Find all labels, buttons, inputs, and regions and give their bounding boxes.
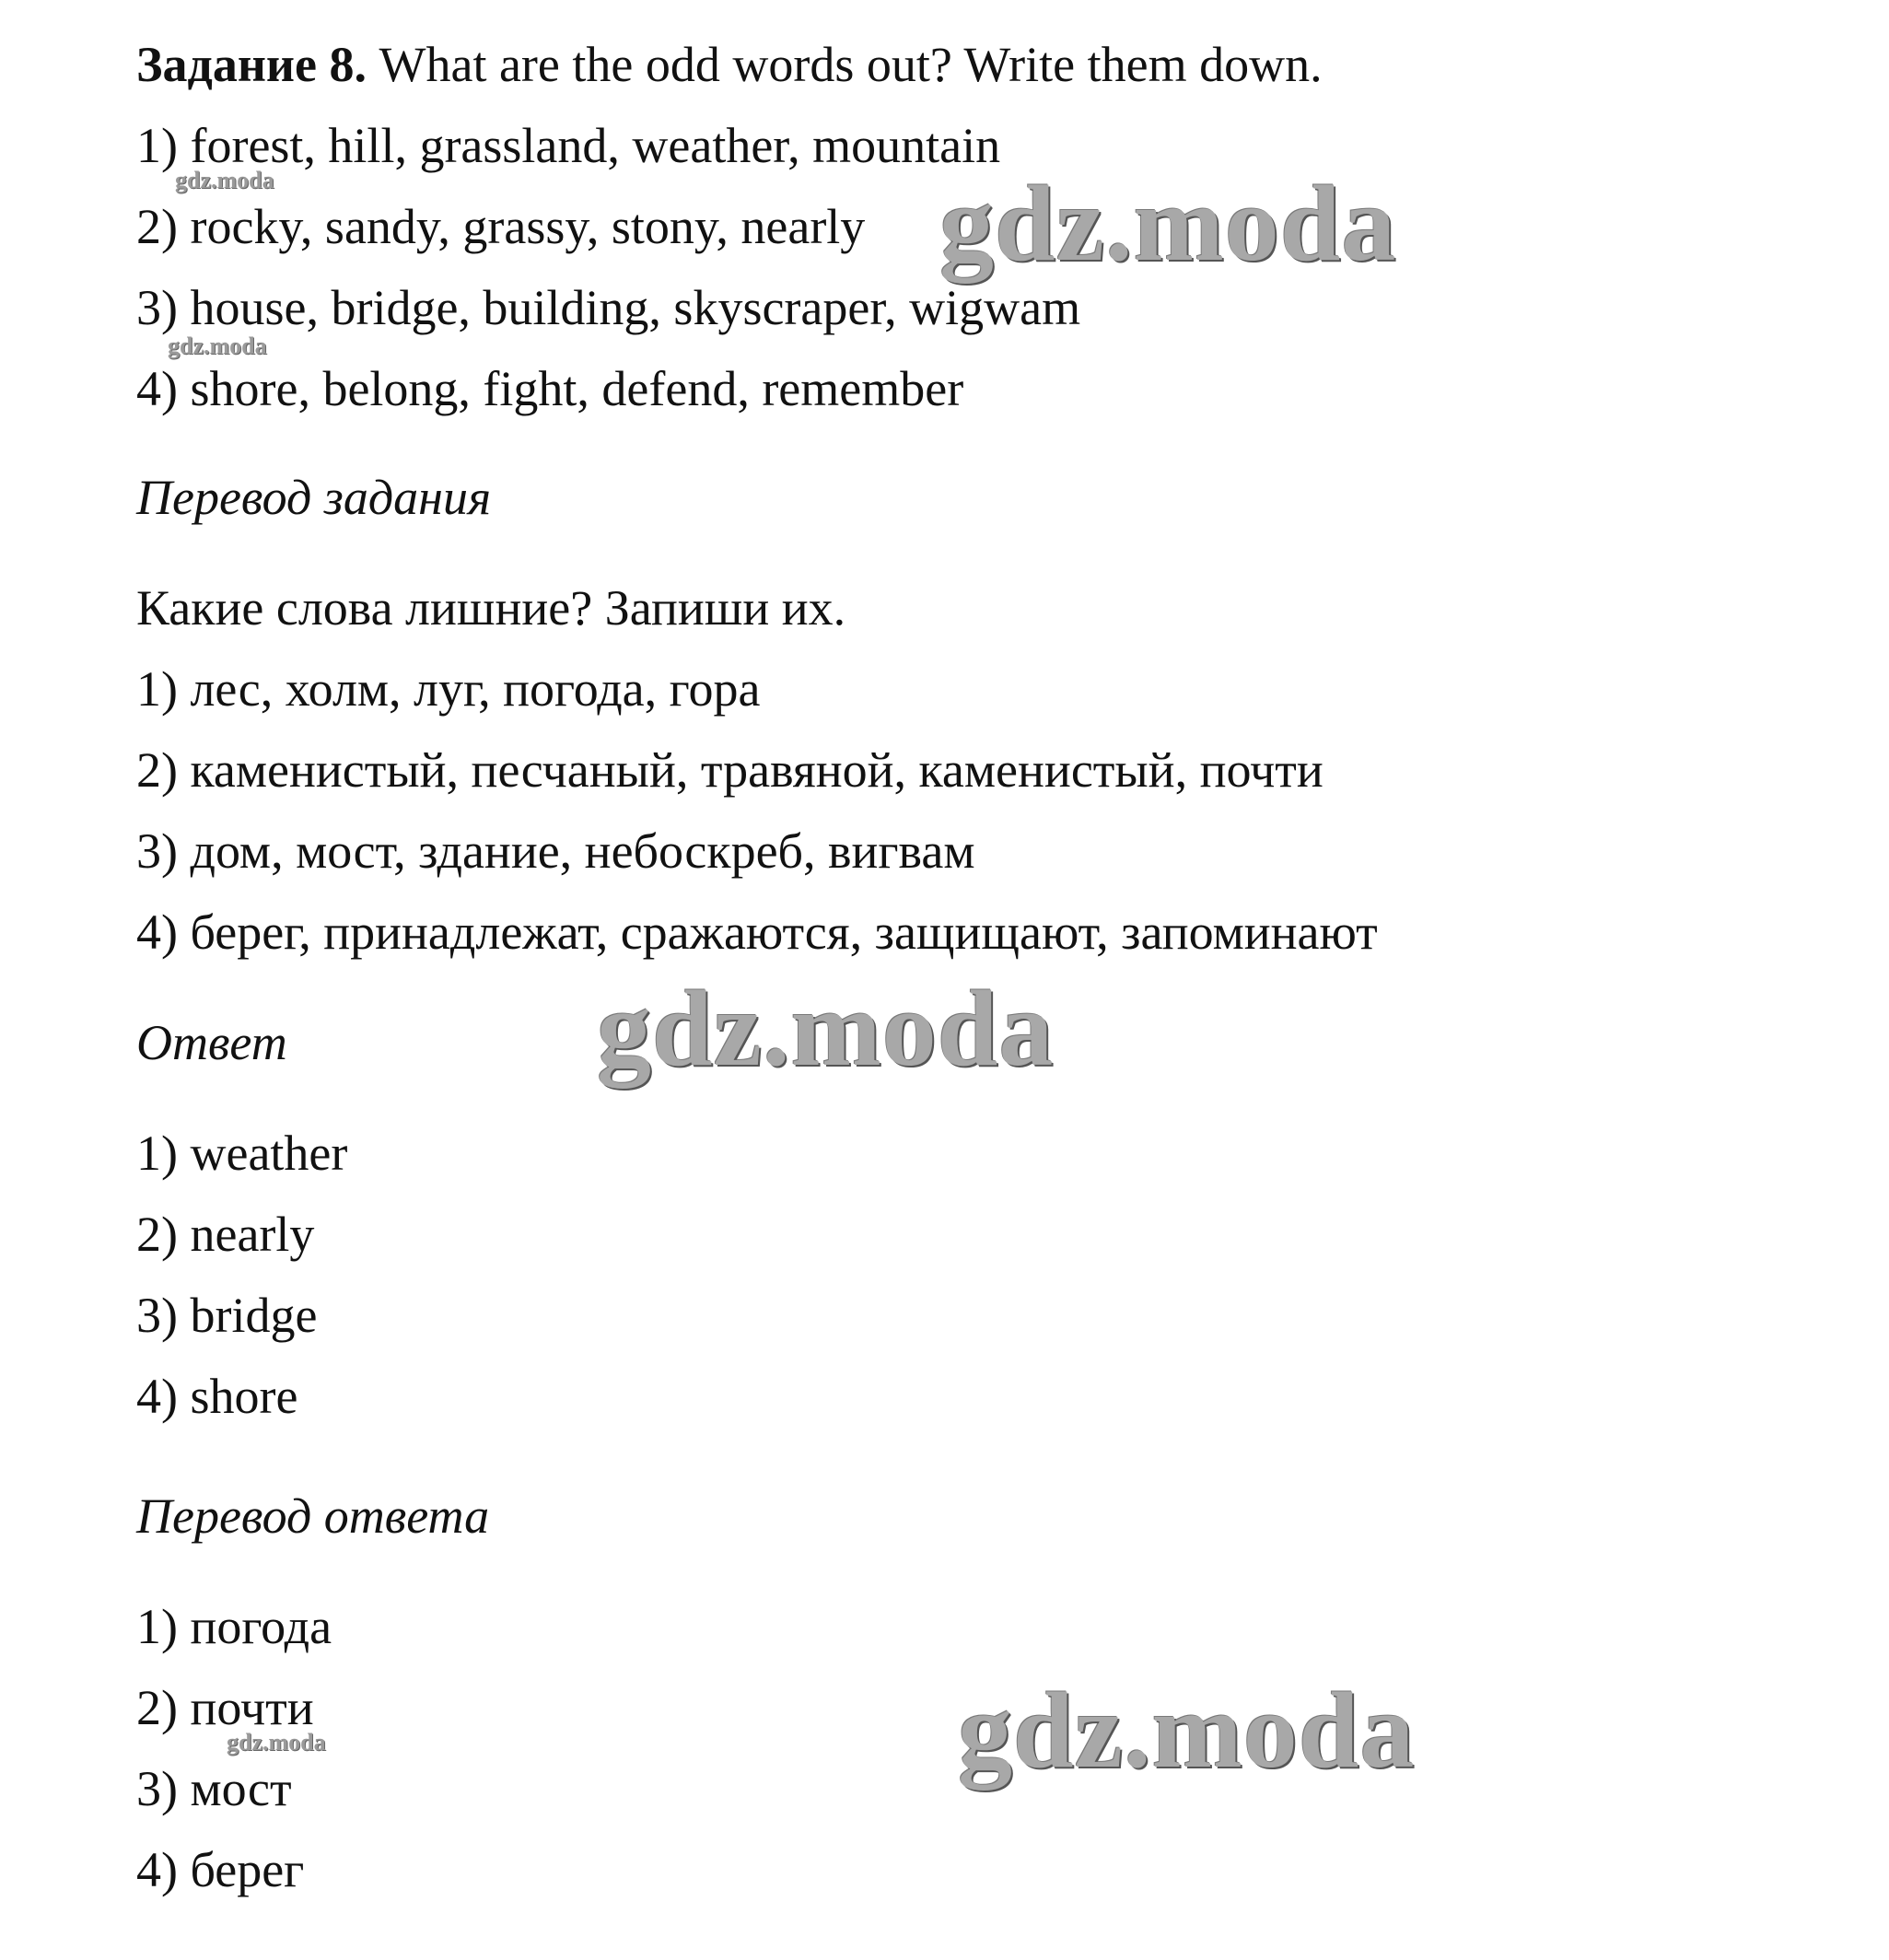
task-item-2: 2) rocky, sandy, grassy, stony, nearly [136,199,866,254]
answer-heading: Ответ [136,1015,287,1070]
watermark-large: gdz.moda [939,163,1397,284]
task-translation-question: Какие слова лишние? Запиши их. [136,580,846,636]
watermark-large: gdz.moda [958,1670,1416,1791]
task-translation-item-4: 4) берег, принадлежат, сражаются, защищают, запоминают [136,904,1378,960]
task-label: Задание 8. [136,37,367,92]
answer-item-2: 2) nearly [136,1207,315,1262]
answer-item-3: 3) bridge [136,1288,318,1343]
answer-translation-item-3: 3) мост [136,1761,292,1816]
answer-item-1: 1) weather [136,1126,348,1181]
task-translation-heading: Перевод задания [136,470,492,525]
answer-translation-heading: Перевод ответа [136,1488,490,1544]
task-item-4: 4) shore, belong, fight, defend, remember [136,361,964,416]
watermark-small: gdz.moda [175,167,274,193]
task-question: What are the odd words out? Write them down. [379,37,1323,92]
answer-translation-item-1: 1) погода [136,1599,332,1654]
answer-item-4: 4) shore [136,1369,298,1424]
watermark-small: gdz.moda [227,1729,326,1756]
answer-translation-item-4: 4) берег [136,1842,305,1897]
task-item-1: 1) forest, hill, grassland, weather, mountain [136,118,1001,173]
watermark-small: gdz.moda [168,332,267,359]
task-item-3: 3) house, bridge, building, skyscraper, wigwam [136,280,1081,335]
answer-translation-item-2: 2) почти [136,1680,314,1735]
task-translation-item-2: 2) каменистый, песчаный, травяной, каменистый, почти [136,742,1323,798]
task-title [136,35,1323,94]
task-translation-item-1: 1) лес, холм, луг, погода, гора [136,661,761,717]
watermark-large: gdz.moda [597,968,1055,1089]
task-translation-item-3: 3) дом, мост, здание, небоскреб, вигвам [136,823,975,879]
